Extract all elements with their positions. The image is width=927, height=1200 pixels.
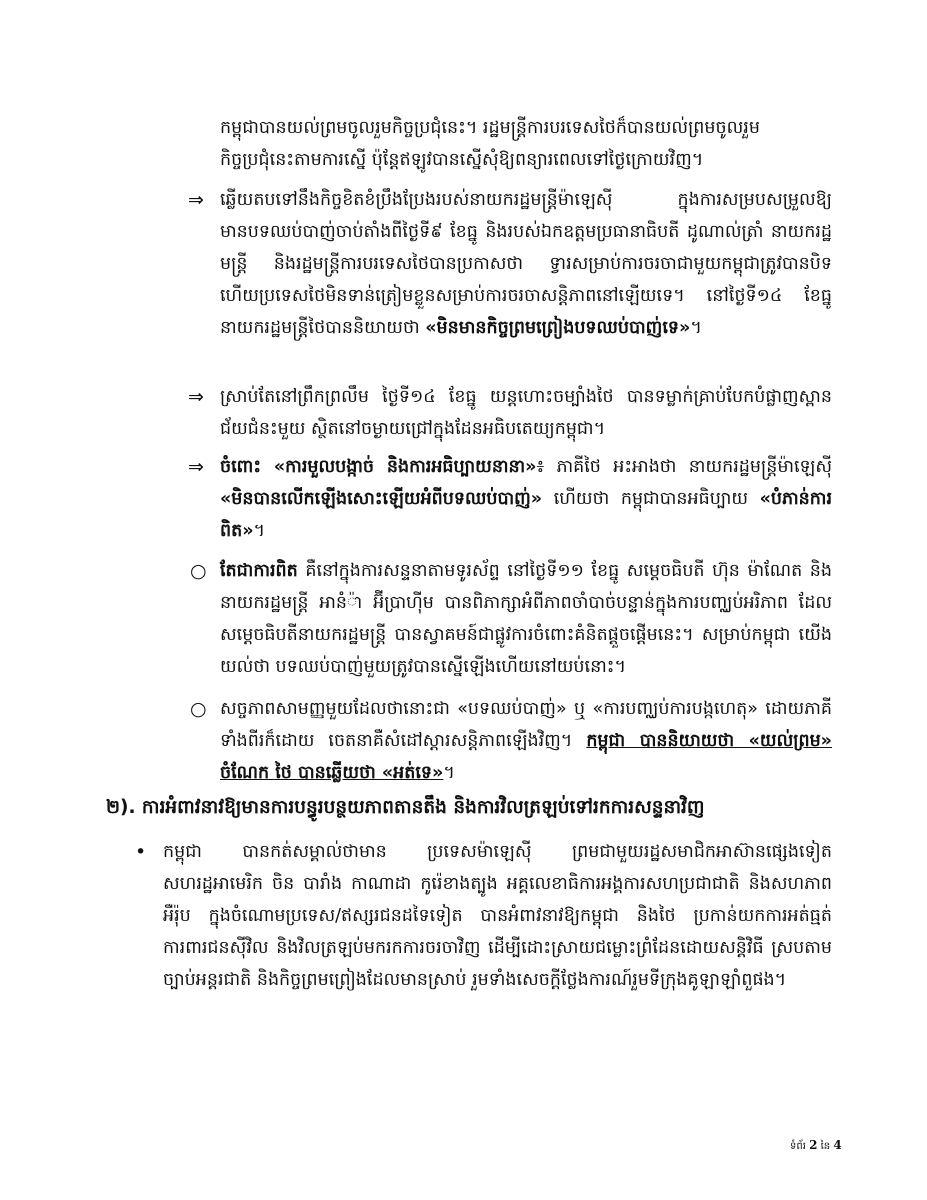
page-number (790, 1138, 842, 1154)
page-current: 2 (809, 1138, 818, 1152)
arrow-item-bridge-bombing (220, 381, 832, 445)
bold-quote: «មិនបានលើកឡើងសោះឡើយអំពីបទឈប់បាញ់» (220, 489, 543, 509)
intro-line-2: កិច្ចប្រជុំនេះតាមការស្នើ ប៉ុន្តែឥឡូវបានស្នើសុំឱ្យពន្យារពេលទៅថ្ងៃក្រោយវិញ។ (220, 150, 704, 170)
section-2-heading: ២). ការអំពាវនាវឱ្យមានការបន្ធូរបន្ថយភាពតានតឹង និងការវិលត្រឡប់ទៅរកការសន្ទនាវិញ (106, 797, 705, 818)
bold-lead: តែជាការពិត (220, 561, 298, 581)
arrow-item-text: ស្រាប់តែនៅព្រឹកព្រលឹម ថ្ងៃទី១៤ ខែធ្នូ យន្តហោះចម្បាំងថៃ បានទម្លាក់គ្រាប់បែកបំផ្លាញស្ពានជ័យជំនះមួយ ស្ថិតនៅចម្ងាយជ្រៅក្នុងដែនអធិបតេយ្យកម្ពុជា។ (220, 387, 832, 439)
arrow-item-text: ៖ ភាគីថៃ អះអាងថា នាយករដ្ឋមន្ត្រីម៉ាឡេស៊ី (536, 457, 833, 477)
bold-quote: «បំភាន់ការពិត» (220, 489, 832, 541)
sentence-end: ។ (253, 521, 266, 541)
arrow-item-ceasefire-rejection (220, 184, 832, 344)
sub-item-text: គឺនៅក្នុងការសន្ទនាតាមទូរស័ព្ទ នៅថ្ងៃទី១១ ខែធ្នូ សម្តេចធិបតី ហ៊ុន ម៉ាណែត និងនាយករដ្ឋមន្ត្រី អានំ៉ា អ៊ីប្រាហ៊ីម បានពិភាក្សាអំពីភាពចាំបាច់បន្ទាន់ក្នុងការបញ្ឈប់អរិភាព ដែល សម្តេចធិបតីនាយករដ្ឋមន្ត្រី បានស្វាគមន៍ជាផ្លូវការចំពោះគំនិតផ្តួចផ្តើមនេះ។ សម្រាប់កម្ពុជា យើងយល់ថា បទឈប់បាញ់មួយត្រូវបានស្នើឡើងហើយនៅយប់នោះ។ (220, 561, 832, 677)
page-label: ទំព័រ (790, 1141, 806, 1152)
dot-bullet-icon: • (135, 841, 147, 863)
sub-item-simple-truth (220, 693, 832, 789)
bold-underlined-statement: កម្ពុជា បាននិយាយថា «យល់ព្រម» ចំណែក ថៃ បានឆ្លើយថា «អត់ទេ» (220, 731, 832, 783)
page-total: 4 (833, 1138, 842, 1152)
arrow-bullet-icon: ⇒ (188, 386, 204, 408)
sub-item-text: សច្ចភាពសាមញ្ញមួយដែលថានោះជា «បទឈប់បាញ់» ឬ «ការបញ្ឈប់ការបង្កហេតុ» ដោយភាគីទាំងពីរក៏ដោយ ចេតនាគឺសំដៅស្តារសន្តិភាពឡើងវិញ។ (220, 699, 832, 751)
arrow-bullet-icon: ⇒ (188, 456, 204, 478)
bold-quote: «មិនមានកិច្ចព្រមព្រៀងបទឈប់បាញ់ទេ» (425, 318, 691, 338)
sentence-end: ។ (690, 318, 702, 338)
section-2-paragraph: កម្ពុជា បានកត់សម្គាល់ថាមាន ប្រទេសម៉ាឡេស៊ី ព្រមជាមួយរដ្ឋសមាជិកអាស៊ានផ្សេងទៀត សហរដ្ឋអាមេរិក ចិន បារាំង កាណាដា កូរ៉េខាងត្បូង អគ្គលេខាធិការអង្គការសហប្រជាជាតិ និងសហភាពអឺរ៉ុប ក្នុងចំណោមប្រទេស/ឥស្សរជនដទៃទៀត បានអំពាវនាវឱ្យកម្ពុជា និងថៃ ប្រកាន់យកការអត់ធ្មត់ ការពារជនស៊ីវិល និងវិលត្រឡប់មករកការចរចាវិញ ដើម្បីដោះស្រាយជម្លោះព្រំដែនដោយសន្តិវិធី ស្របតាមច្បាប់អន្តរជាតិ និងកិច្ចព្រមព្រៀងដែលមានស្រាប់ រួមទាំងសេចក្តីថ្លែងការណ៍រួមទីក្រុងគូឡាឡាំពួផង។ (163, 842, 832, 990)
arrow-item-text: ឆ្លើយតបទៅនឹងកិច្ចខិតខំប្រឹងប្រែងរបស់នាយករដ្ឋមន្ត្រីម៉ាឡេស៊ី ក្នុងការសម្របសម្រួលឱ្យមានបទឈប់បាញ់ចាប់តាំងពីថ្ងៃទី៩ ខែធ្នូ និងរបស់ឯកឧត្តមប្រធានាធិបតី ដូណាល់ត្រាំ នាយករដ្ឋមន្ត្រី និងរដ្ឋមន្ត្រីការបរទេសថៃបានប្រកាសថា ទ្វារសម្រាប់ការចរចាជាមួយកម្ពុជាត្រូវបានបិទ ហើយប្រទេសថៃមិនទាន់ត្រៀមខ្លួនសម្រាប់ការចរចាសន្តិភាពនៅឡើយទេ។ នៅថ្ងៃទី១៤ ខែធ្នូ នាយករដ្ឋមន្ត្រីថៃបាននិយាយថា (220, 190, 832, 338)
bold-lead: ចំពោះ «ការមួលបង្កាច់ និងការអធិប្បាយនានា» (220, 457, 537, 477)
page-separator: នៃ (820, 1141, 831, 1152)
arrow-item-misinformation (220, 451, 832, 547)
sentence-end: ។ (443, 763, 455, 783)
circle-bullet-icon: ○ (190, 560, 207, 582)
arrow-item-text: ហើយថា កម្ពុជាបានអធិប្បាយ (542, 489, 760, 509)
sub-item-phone-call (220, 555, 832, 683)
intro-paragraph (220, 112, 832, 176)
circle-bullet-icon: ○ (190, 698, 207, 720)
intro-line-1: កម្ពុជាបានយល់ព្រមចូលរួមកិច្ចប្រជុំនេះ។ រដ្ឋមន្ត្រីការបរទេសថៃក៏បានយល់ព្រមចូលរួម (220, 118, 760, 138)
arrow-bullet-icon: ⇒ (188, 189, 204, 211)
